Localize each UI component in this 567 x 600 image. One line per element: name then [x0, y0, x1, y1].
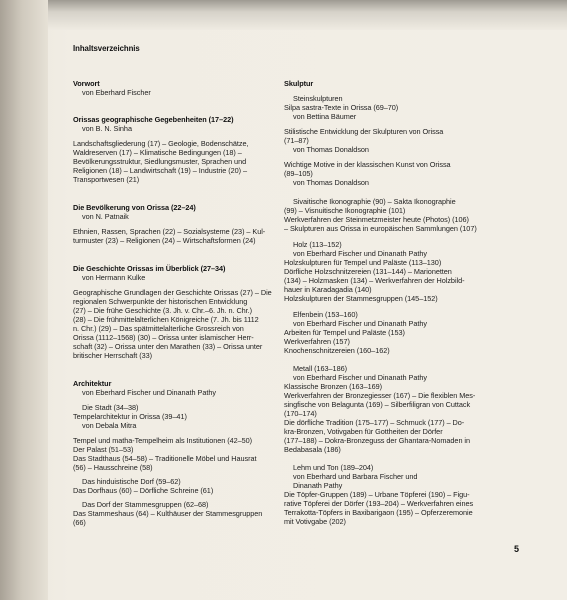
author-line: von Eberhard Fischer und Dinanath Pathy: [82, 388, 216, 397]
author-line: von Thomas Donaldson: [293, 145, 369, 154]
entry-text: Werkverfahren (157): [284, 337, 350, 346]
entry-text: (134) – Holzmasken (134) – Werkverfahren der Holzbild-: [284, 276, 465, 285]
section-heading: Vorwort: [73, 79, 100, 88]
entry-text: Wichtige Motive in der klassischen Kunst von Orissa: [284, 160, 451, 169]
entry-text: (89–105): [284, 169, 313, 178]
subsection-title: Elfenbein (153–160): [293, 310, 358, 319]
entry-text: mit Votivgabe (202): [284, 517, 346, 526]
entry-text: Knochenschnitzereien (160–162): [284, 346, 390, 355]
author-line: von Bettina Bäumer: [293, 112, 357, 121]
entry-text: Holzskulpturen der Stammesgruppen (145–152): [284, 294, 438, 303]
entry-text: turmuster (23) – Religionen (24) – Wirtschaftsformen (24): [73, 236, 256, 245]
author-line: von Eberhard und Barbara Fischer und: [293, 472, 418, 481]
page-number: 5: [514, 544, 520, 554]
entry-text: rative Töpferei der Dörfer (193–204) – Werkverfahren eines: [284, 499, 474, 508]
entry-text: Bevölkerungsstruktur, Siedlungsmuster, Sprachen und: [73, 157, 247, 166]
author-line: von Eberhard Fischer und Dinanath Pathy: [293, 319, 427, 328]
author-line: von Eberhard Fischer und Dinanath Pathy: [293, 373, 427, 382]
entry-text: (71–87): [284, 136, 309, 145]
subsection-title: Steinskulpturen: [293, 94, 343, 103]
section-heading: Die Geschichte Orissas im Überblick (27–34): [73, 264, 226, 273]
entry-text: Der Palast (51–53): [73, 445, 134, 454]
toc-title: Inhaltsverzeichnis: [73, 44, 140, 53]
entry-text: (28) – Die frühmittelalterlichen Königreiche (7. Jh. bis 1112: [73, 315, 259, 324]
entry-text: regionalen Schwerpunkte der historischen Entwicklung: [73, 297, 248, 306]
subsection-title: Metall (163–186): [293, 364, 347, 373]
subsection-title: Holz (113–152): [293, 240, 342, 249]
subsection-title: Das Dorf der Stammesgruppen (62–68): [82, 500, 209, 509]
entry-text: Die dörfliche Tradition (175–177) – Schmuck (177) – Do-: [284, 418, 465, 427]
entry-text: britischer Herrschaft (33): [73, 351, 152, 360]
entry-text: Stilistische Entwicklung der Skulpturen von Orissa: [284, 127, 444, 136]
entry-text: Religionen (18) – Landwirtschaft (19) – Industrie (20) –: [73, 166, 248, 175]
entry-text: Transportwesen (21): [73, 175, 140, 184]
entry-text: Silpa sastra-Texte in Orissa (69–70): [284, 103, 399, 112]
entry-text: (170–174): [284, 409, 317, 418]
entry-text: singfische von Belagunta (169) – Silberfiligran von Cuttack: [284, 400, 471, 409]
author-line: von N. Patnaik: [82, 212, 129, 221]
entry-text: Terrakotta-Töpfers in Baxibarigaon (195) – Opferzeremonie: [284, 508, 473, 517]
binding-fold-shadow: [0, 0, 48, 600]
entry-text: Das Stadthaus (54–58) – Traditionelle Möbel und Hausrat: [73, 454, 257, 463]
entry-text: Geographische Grundlagen der Geschichte Orissas (27) – Die: [73, 288, 272, 297]
entry-text: (99) – Visnuitische Ikonographie (101): [284, 206, 406, 215]
entry-text: (56) – Hausschreine (58): [73, 463, 153, 472]
entry-text: Bedabasala (186): [284, 445, 341, 454]
page-top-shadow: [0, 0, 567, 30]
entry-text: Die Töpfer-Gruppen (189) – Urbane Töpferei (190) – Figu-: [284, 490, 470, 499]
entry-text: Arbeiten für Tempel und Paläste (153): [284, 328, 405, 337]
entry-text: Tempelarchitektur in Orissa (39–41): [73, 412, 187, 421]
author-line: von Eberhard Fischer und Dinanath Pathy: [293, 249, 427, 258]
author-line: von Debala Mitra: [82, 421, 137, 430]
entry-text: Sivaitische Ikonographie (90) – Sakta Ikonographie: [293, 197, 456, 206]
entry-text: (177–188) – Dokra-Bronzeguss der Ghantara-Nomaden in: [284, 436, 471, 445]
section-heading: Orissas geographische Gegebenheiten (17–22): [73, 115, 234, 124]
author-line: von Thomas Donaldson: [293, 178, 369, 187]
entry-text: kra-Bronzen, Votivgaben für Gottheiten der Dörfer: [284, 427, 443, 436]
entry-text: Holzskulpturen für Tempel und Paläste (113–130): [284, 258, 442, 267]
entry-text: Werkverfahren der Steinmetzmeister heute (Photos) (106): [284, 215, 469, 224]
entry-text: n. Chr.) (29) – Das spätmittelalterliche Grossreich von: [73, 324, 244, 333]
entry-text: Werkverfahren der Bronzegiesser (167) – Die flexiblen Mes-: [284, 391, 476, 400]
section-heading: Skulptur: [284, 79, 314, 88]
entry-text: hauer in Karadagadia (140): [284, 285, 372, 294]
entry-text: – Skulpturen aus Orissa in europäischen Sammlungen (107): [284, 224, 477, 233]
author-line: von Hermann Kulke: [82, 273, 146, 282]
subsection-title: Die Stadt (34–38): [82, 403, 139, 412]
entry-text: Das Stammeshaus (64) – Kulthäuser der Stammesgruppen: [73, 509, 263, 518]
entry-text: (66): [73, 518, 86, 527]
entry-text: Landschaftsgliederung (17) – Geologie, Bodenschätze,: [73, 139, 249, 148]
entry-text: Dörfliche Holzschnitzereien (131–144) – Marionetten: [284, 267, 452, 276]
entry-text: Das Dorfhaus (60) – Dörfliche Schreine (61): [73, 486, 214, 495]
entry-text: (27) – Die frühe Geschichte (3. Jh. v. Chr.–6. Jh. n. Chr.): [73, 306, 253, 315]
entry-text: Ethnien, Rassen, Sprachen (22) – Sozialsysteme (23) – Kul-: [73, 227, 266, 236]
subsection-title: Lehm und Ton (189–204): [293, 463, 374, 472]
section-heading: Architektur: [73, 379, 112, 388]
author-line: von B. N. Sinha: [82, 124, 132, 133]
subsection-title: Das hinduistische Dorf (59–62): [82, 477, 181, 486]
entry-text: Klassische Bronzen (163–169): [284, 382, 382, 391]
author-line: von Eberhard Fischer: [82, 88, 151, 97]
entry-text: Tempel und matha-Tempelheim als Institutionen (42–50): [73, 436, 253, 445]
author-line: Dinanath Pathy: [293, 481, 343, 490]
entry-text: Waldreserven (17) – Klimatische Bedingungen (18) –: [73, 148, 242, 157]
entry-text: schaft (32) – Orissa unter den Marathen (33) – Orissa unter: [73, 342, 263, 351]
entry-text: Orissa (1112–1568) (30) – Orissa unter islamischer Herr-: [73, 333, 254, 342]
section-heading: Die Bevölkerung von Orissa (22–24): [73, 203, 196, 212]
